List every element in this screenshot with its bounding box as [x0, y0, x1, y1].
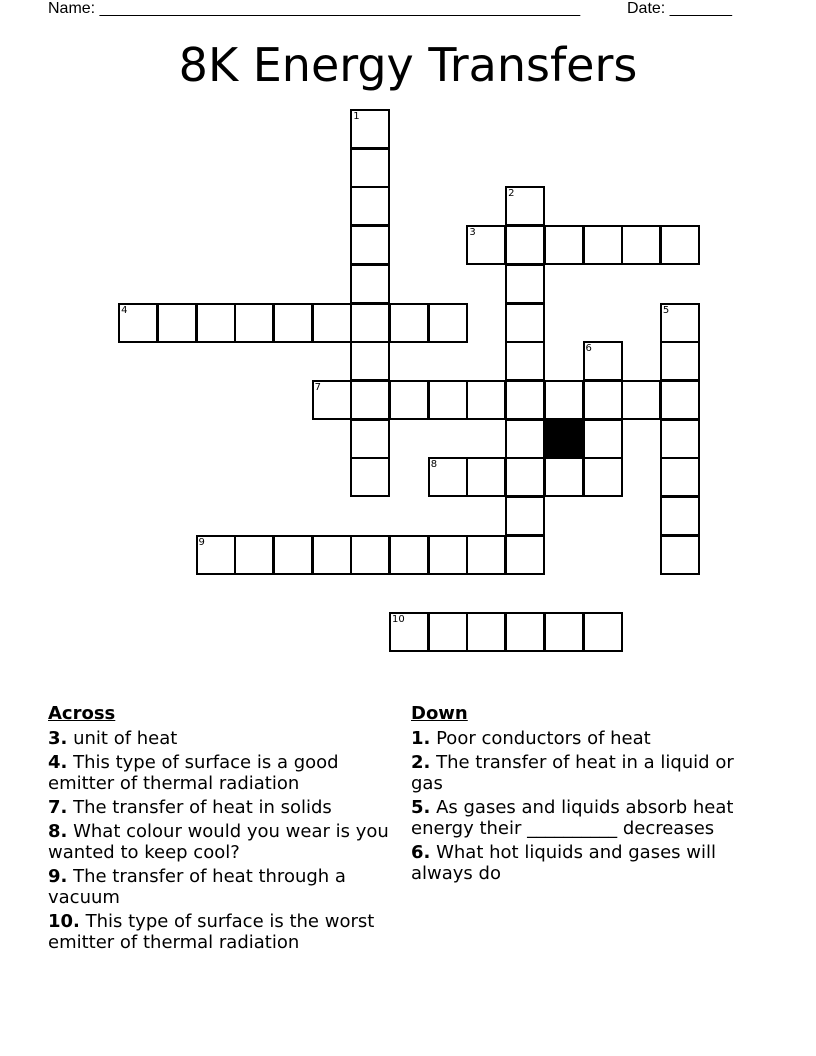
crossword-cell[interactable]: [466, 535, 506, 575]
clue-number: 6: [585, 343, 592, 355]
crossword-cell[interactable]: [505, 419, 545, 459]
crossword-cell[interactable]: [273, 535, 313, 575]
clue-number: 8: [430, 459, 438, 471]
across-heading: Across: [48, 703, 116, 724]
crossword-cell[interactable]: [350, 419, 390, 459]
header: [48, 0, 748, 20]
down-heading: Down: [411, 703, 468, 724]
name-field[interactable]: Name: ______________________________________________________: [48, 0, 581, 17]
crossword-cell[interactable]: [118, 303, 158, 343]
clue-down-2: 2. The transfer of heat in a liquid or gas: [411, 752, 734, 794]
crossword-cell[interactable]: [621, 380, 661, 420]
crossword-cell[interactable]: [583, 341, 623, 381]
clue-number: 2: [508, 188, 515, 200]
clue-number: 1: [353, 111, 360, 122]
crossword-cell[interactable]: [505, 303, 545, 343]
crossword-cell[interactable]: [273, 303, 313, 343]
crossword-cell[interactable]: [157, 303, 197, 343]
date-field[interactable]: Date: _______: [627, 0, 732, 17]
crossword-cell[interactable]: [505, 612, 545, 652]
crossword-cell[interactable]: [544, 612, 584, 652]
crossword-cell[interactable]: [660, 303, 700, 343]
crossword-cell[interactable]: [505, 264, 545, 304]
crossword-cell[interactable]: [466, 225, 506, 265]
blocked-cell: [544, 419, 584, 459]
crossword-cell[interactable]: [350, 535, 390, 575]
clue-across-10: 10. This type of surface is the worst emitter of thermal radiation: [48, 911, 375, 953]
crossword-cell[interactable]: [350, 457, 390, 497]
clue-number: 4: [121, 304, 128, 316]
crossword-cell[interactable]: [505, 496, 545, 536]
crossword-cell[interactable]: [312, 535, 352, 575]
crossword-cell[interactable]: [660, 380, 700, 420]
crossword-cell[interactable]: [505, 225, 545, 265]
crossword-cell[interactable]: [583, 419, 623, 459]
crossword-cell[interactable]: [350, 148, 390, 188]
clue-across-3: 3. unit of heat: [48, 728, 178, 749]
crossword-cell[interactable]: [234, 303, 274, 343]
page-title: 8K Energy Transfers: [178, 38, 638, 92]
crossword-cell[interactable]: [350, 225, 390, 265]
crossword-cell[interactable]: [234, 535, 274, 575]
clue-number: 3: [469, 227, 476, 239]
crossword-cell[interactable]: [428, 380, 468, 420]
clue-number: 7: [314, 381, 321, 393]
crossword-cell[interactable]: [621, 225, 661, 265]
clue-across-8: 8. What colour would you wear is you wanted to keep cool?: [48, 821, 389, 863]
crossword-cell[interactable]: [389, 612, 429, 652]
crossword-cell[interactable]: [544, 457, 584, 497]
clue-down-1: 1. Poor conductors of heat: [411, 728, 651, 749]
crossword-cell[interactable]: [350, 186, 390, 226]
crossword-cell[interactable]: [350, 109, 390, 149]
crossword-cell[interactable]: [466, 457, 506, 497]
crossword-cell[interactable]: [350, 380, 390, 420]
crossword-cell[interactable]: [505, 457, 545, 497]
crossword-cell[interactable]: [389, 535, 429, 575]
clue-number: 10: [392, 614, 405, 626]
crossword-cell[interactable]: [505, 186, 545, 226]
crossword-cell[interactable]: [660, 225, 700, 265]
clue-across-7: 7. The transfer of heat in solids: [48, 797, 332, 818]
crossword-cell[interactable]: [466, 612, 506, 652]
crossword-cell[interactable]: [312, 303, 352, 343]
crossword-cell[interactable]: [505, 535, 545, 575]
crossword-cell[interactable]: [196, 535, 236, 575]
crossword-cell[interactable]: [660, 419, 700, 459]
clue-number: 5: [662, 304, 670, 316]
clue-across-4: 4. This type of surface is a good emitter of thermal radiation: [48, 752, 339, 794]
crossword-cell[interactable]: [660, 457, 700, 497]
crossword-cell[interactable]: [428, 303, 468, 343]
crossword-cell[interactable]: [350, 341, 390, 381]
crossword-cell[interactable]: [583, 612, 623, 652]
crossword-cell[interactable]: [544, 380, 584, 420]
down-clues: [411, 702, 761, 887]
crossword-cell[interactable]: [312, 380, 352, 420]
crossword-cell[interactable]: [544, 225, 584, 265]
crossword-cell[interactable]: [505, 341, 545, 381]
clue-across-9: 9. The transfer of heat through a vacuum: [48, 866, 346, 908]
crossword-cell[interactable]: [428, 535, 468, 575]
crossword-cell[interactable]: [428, 612, 468, 652]
crossword-cell[interactable]: [389, 303, 429, 343]
crossword-cell[interactable]: [389, 380, 429, 420]
crossword-cell[interactable]: [660, 496, 700, 536]
crossword-cell[interactable]: [660, 535, 700, 575]
crossword-cell[interactable]: [660, 341, 700, 381]
clue-number: 9: [198, 536, 205, 548]
crossword-cell[interactable]: [505, 380, 545, 420]
crossword-cell[interactable]: [583, 457, 623, 497]
crossword-cell[interactable]: [583, 380, 623, 420]
crossword-cell[interactable]: [466, 380, 506, 420]
crossword-cell[interactable]: [350, 303, 390, 343]
clue-down-5: 5. As gases and liquids absorb heat energy their __________ decreases: [411, 797, 734, 839]
crossword-cell[interactable]: [350, 264, 390, 304]
crossword-cell[interactable]: [428, 457, 468, 497]
crossword-cell[interactable]: [196, 303, 236, 343]
crossword-cell[interactable]: [583, 225, 623, 265]
across-clues: [48, 702, 398, 956]
clue-down-6: 6. What hot liquids and gases will always do: [411, 842, 716, 884]
